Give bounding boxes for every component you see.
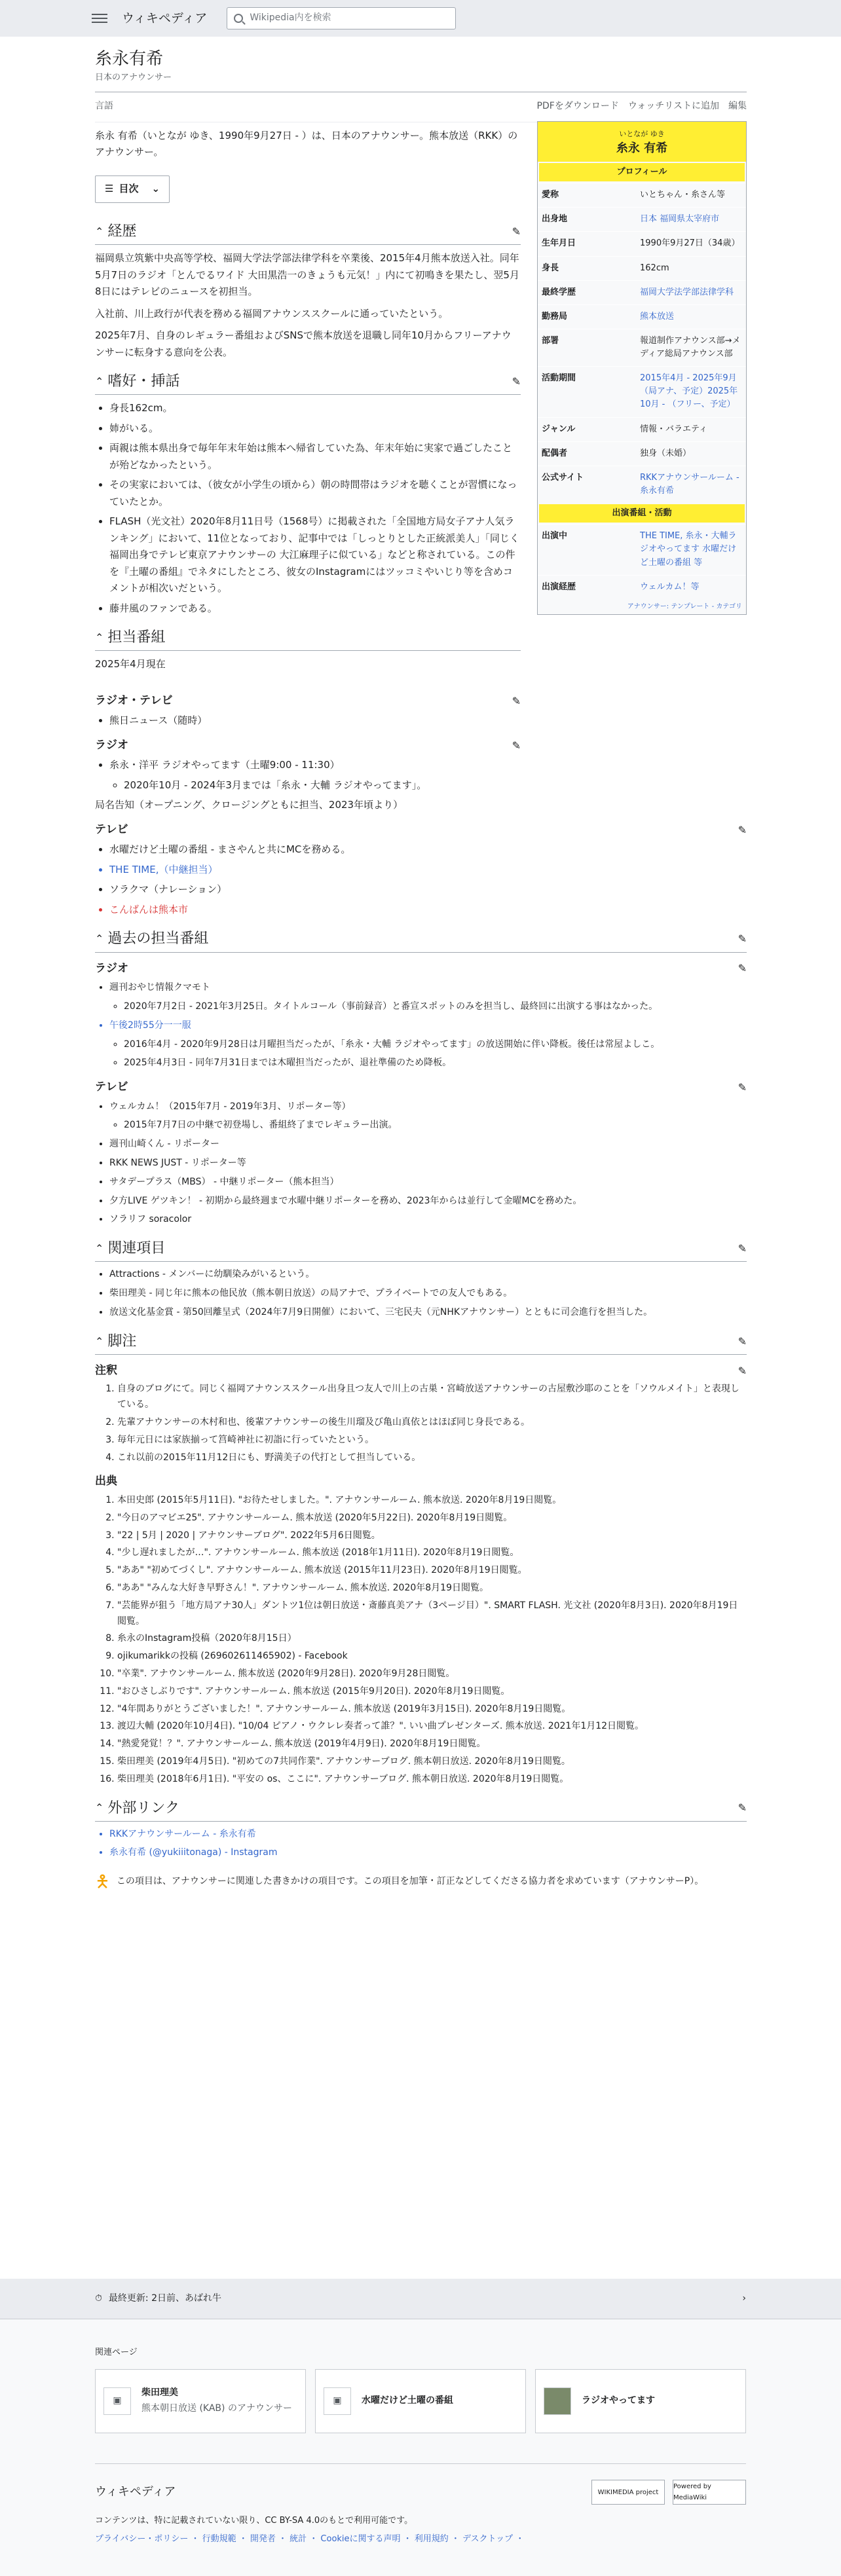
edit-pencil-icon[interactable]: ✎ bbox=[512, 739, 521, 752]
list-item: • 週刊おやじ情報クマモト bbox=[109, 980, 747, 996]
chevron-icon[interactable]: ⌃ bbox=[95, 375, 104, 388]
list-item: • 水曜だけど土曜の番組 - まさやんと共にMCを務める。 bbox=[109, 841, 747, 858]
source-item: 3. "22 | 5月 | 2020 | アナウンサーブログ". 2022年5月6日閲覧。 bbox=[117, 1528, 747, 1544]
source-item: 5. "ああ" "初めてづくし". アナウンサールーム. 熊本放送 (2015年11月23日). 2020年8月19日閲覧。 bbox=[117, 1563, 747, 1579]
section-notes: ⌃ 脚注 ✎ bbox=[95, 1330, 747, 1355]
toc-button[interactable]: ☰ 目次 ⌄ bbox=[95, 175, 170, 203]
wikimedia-badge[interactable]: WIKIMEDIA project bbox=[591, 2480, 665, 2505]
list-item: ◦ 2020年10月 - 2024年3月までは「糸永・大輔 ラジオやってます」。 bbox=[124, 777, 521, 794]
list-item: ◦ 2020年7月2日 - 2021年3月25日。タイトルコール（事前録音）と番宣スポットのみを担当し、最終回に出演する事はなかった。 bbox=[124, 999, 747, 1015]
chevron-icon[interactable]: ⌃ bbox=[95, 1334, 104, 1348]
note-item: 2. 先輩アナウンサーの木村和也、後輩アナウンサーの後生川瑠及び亀山真依とはほぼ同じ身長である。 bbox=[117, 1415, 747, 1431]
related-card[interactable]: ラジオやってます bbox=[535, 2369, 746, 2433]
external-link[interactable]: • 糸永有希 (@yukiiitonaga) - Instagram bbox=[109, 1845, 747, 1861]
note-item: 1. 自身のブログにて。同じく福岡アナウンススクール出身且つ友人で川上の古巣・宮崎放送アナウンサーの古屋敷沙耶のことを「ソウルメイト」と表現している。 bbox=[117, 1382, 747, 1413]
pdf-download-button[interactable]: PDFをダウンロード bbox=[536, 101, 619, 112]
subsection-past-radio: ラジオ ✎ bbox=[95, 961, 747, 978]
language-button[interactable]: 言語 bbox=[95, 101, 113, 112]
related-card[interactable]: ▣ 柴田理美 熊本朝日放送 (KAB) のアナウンサー bbox=[95, 2369, 306, 2433]
list-item: • 夕方LIVE ゲツキン！ - 初期から最終週まで水曜中継リポーターを務め、2023年からは並行して金曜MCを務めた。 bbox=[109, 1194, 747, 1209]
edit-pencil-icon[interactable]: ✎ bbox=[738, 932, 747, 946]
section-hobby: ⌃ 嗜好・挿話 ✎ bbox=[95, 370, 521, 395]
list-item: • 姉がいる。 bbox=[109, 420, 521, 437]
edit-pencil-icon[interactable]: ✎ bbox=[512, 694, 521, 707]
image-icon: ▣ bbox=[103, 2387, 131, 2415]
section-programs: ⌃ 担当番組 bbox=[95, 626, 521, 651]
thumbnail-image bbox=[544, 2387, 571, 2415]
edit-pencil-icon[interactable]: ✎ bbox=[738, 1080, 747, 1094]
subsection-radio-tv: ラジオ・テレビ ✎ bbox=[95, 693, 521, 710]
source-item: 14. "熱愛発覚！？". アナウンサールーム. 熊本放送 (2019年4月9日). 2020年8月19日閲覧。 bbox=[117, 1737, 747, 1752]
subsection-notes: 注釈 ✎ bbox=[95, 1363, 747, 1380]
list-icon: ☰ bbox=[105, 183, 114, 195]
infobox: いとなが ゆき 糸永 有希 プロフィール 愛称 いとちゃん・糸さん等 出身地 日本 福岡県太宰府市 生年月日 1990年9月27日（34歳） 身長 162cm 最終学歴 福岡大学法学部法律学科 勤務局 熊本放送 部署 報道制作アナウンス部→メディア総局アナウンス部 活動期間 2015年4月 - 2025年9月（局アナ、予定）2025年10月 - （フリー、予定） ジャンル 情報・バラエティ 配偶者 独身（未婚） 公式サイト RKKアナウンサールーム - 糸永有希 出演番組・活動 出演中 THE TIME, 糸永・大輔ラジオやってます 水曜だけど土曜の番組 等 出演経歴 ウェルカム！等 アナウンサー: テンプレート - カテゴリ bbox=[537, 121, 747, 615]
chevron-icon[interactable]: ⌃ bbox=[95, 1801, 104, 1814]
source-item: 7. "芸能界が狙う「地方局アナ30人」ダントツ1位は朝日放送・斎藤真美アナ（3ページ目）". SMART FLASH. 光文社 (2020年8月3日). 2020年8月19日閲覧。 bbox=[117, 1598, 747, 1630]
list-item: • ソラクマ（ナレーション） bbox=[109, 881, 747, 898]
source-item: 16. 柴田理美 (2018年6月1日). "平安の os、ここに". アナウンサーブログ. 熊本朝日放送. 2020年8月19日閲覧。 bbox=[117, 1772, 747, 1788]
list-item: • 放送文化基金賞 - 第50回離呈式（2024年7月9日開催）において、三宅民夫（元NHKアナウンサー）とともに司会進行を担当した。 bbox=[109, 1305, 747, 1321]
list-item: • 身長162cm。 bbox=[109, 400, 521, 417]
chevron-icon[interactable]: ⌃ bbox=[95, 1242, 104, 1255]
source-item: 2. "今日のアマビエ25". アナウンサールーム. 熊本放送 (2020年5月22日). 2020年8月19日閲覧。 bbox=[117, 1511, 747, 1526]
list-item: • 両親は熊本県出身で毎年年末年始は熊本へ帰省していた為、年末年始に実家で過ごしたことが殆どなかったという。 bbox=[109, 440, 521, 473]
external-link[interactable]: • RKKアナウンサールーム - 糸永有希 bbox=[109, 1827, 747, 1843]
list-item: • ウェルカム！（2015年7月 - 2019年3月、リポーター等） bbox=[109, 1099, 747, 1115]
list-item: • RKK NEWS JUST - リポーター等 bbox=[109, 1156, 747, 1171]
edit-button[interactable]: 編集 bbox=[728, 101, 747, 112]
related-pages: 関連ページ ▣ 柴田理美 熊本朝日放送 (KAB) のアナウンサー ▣ 水曜だけど土曜の番組 ラジオやってます ウィキペディア WIKIMEDIA project Powered by MediaWiki コンテンツは、特に記載されていない限り、CC BY-SA 4.0のもとで利用可能です。 プライバシー・ポリシー ・ 行動規範 ・ 開発者 ・ 統計 ・ Cookieに関する声明 ・ 利用規約 ・ デスクトップ ・ bbox=[0, 2319, 841, 2576]
list-item: • Attractions - メンバーに幼馴染みがいるという。 bbox=[109, 1267, 747, 1283]
site-logo[interactable]: ウィキペディア bbox=[122, 10, 208, 26]
edit-pencil-icon[interactable]: ✎ bbox=[512, 375, 521, 388]
source-item: 15. 柴田理美 (2019年4月5日). "初めての7共同作業". アナウンサーブログ. 熊本朝日放送. 2020年8月19日閲覧。 bbox=[117, 1754, 747, 1770]
as-of: 2025年4月現在 bbox=[95, 658, 166, 671]
lead-paragraph: 糸永 有希（いとなが ゆき、1990年9月27日 - ）は、日本のアナウンサー。熊本放送（RKK）のアナウンサー。 bbox=[95, 129, 518, 158]
mediawiki-badge[interactable]: Powered by MediaWiki bbox=[673, 2480, 746, 2505]
page-title: 糸永有希 bbox=[95, 49, 164, 69]
edit-pencil-icon[interactable]: ✎ bbox=[738, 1242, 747, 1255]
hobby-list bbox=[109, 400, 521, 617]
list-item[interactable]: • THE TIME,（中継担当） bbox=[109, 862, 747, 879]
related-card[interactable]: ▣ 水曜だけど土曜の番組 bbox=[315, 2369, 526, 2433]
edit-pencil-icon[interactable]: ✎ bbox=[512, 225, 521, 238]
source-item: 8. 糸永のInstagram投稿（2020年8月15日） bbox=[117, 1631, 747, 1647]
list-item[interactable]: • こんばんは熊本市 bbox=[109, 902, 747, 919]
infobox-name: 糸永 有希 bbox=[616, 141, 668, 156]
source-item: 6. "ああ" "みんな大好き早野さん！". アナウンサールーム. 熊本放送. 2020年8月19日閲覧。 bbox=[117, 1581, 747, 1596]
watchlist-button[interactable]: ウォッチリストに追加 bbox=[627, 101, 719, 112]
list-item: • 糸永・洋平 ラジオやってます（土曜9:00 - 11:30） bbox=[109, 757, 521, 774]
list-item: • 藤井風のファンである。 bbox=[109, 600, 521, 617]
section-past: ⌃ 過去の担当番組 ✎ bbox=[95, 927, 747, 952]
list-item: • ソラリフ soracolor bbox=[109, 1212, 747, 1228]
subsection-radio: ラジオ ✎ bbox=[95, 737, 521, 754]
source-item: 10. "卒業". アナウンサールーム. 熊本放送 (2020年9月28日). 2020年9月28日閲覧。 bbox=[117, 1666, 747, 1682]
list-item: • その実家においては、（彼女が小学生の頃から）朝の時間帯はラジオを聴くことが習慣になっていたとか。 bbox=[109, 477, 521, 510]
footer-links[interactable]: プライバシー・ポリシー ・ 行動規範 ・ 開発者 ・ 統計 ・ Cookieに関する声明 ・ 利用規約 ・ デスクトップ ・ bbox=[95, 2534, 525, 2545]
subsection-past-tv: テレビ ✎ bbox=[95, 1079, 747, 1096]
source-item: 4. "少し遅れましたが…". アナウンサールーム. 熊本放送 (2018年1月11日). 2020年8月19日閲覧。 bbox=[117, 1545, 747, 1561]
note-item: 3. 毎年元日には家族揃って筥崎神社に初詣に行っていたという。 bbox=[117, 1433, 747, 1448]
edit-pencil-icon[interactable]: ✎ bbox=[738, 962, 747, 975]
header bbox=[0, 0, 841, 37]
subsection-sources: 出典 bbox=[95, 1475, 117, 1488]
list-item: • 熊日ニュース（随時） bbox=[109, 712, 521, 729]
edit-pencil-icon[interactable]: ✎ bbox=[738, 1334, 747, 1348]
list-item: ◦ 2016年4月 - 2020年9月28日は月曜担当だったが、「糸永・大輔 ラジオやってます」の放送開始に伴い降板。後任は常屋よしこ。 bbox=[124, 1037, 747, 1053]
list-item: • サタデープラス（MBS） - 中継リポーター（熊本担当） bbox=[109, 1175, 747, 1190]
section-related: ⌃ 関連項目 ✎ bbox=[95, 1237, 747, 1262]
search-input[interactable]: Wikipedia内を検索 bbox=[227, 7, 456, 29]
career-p3: 2025年7月、自身のレギュラー番組およびSNSで熊本放送を退職し同年10月からフリーアナウンサーに転身する意向を公表。 bbox=[95, 329, 512, 358]
toolbar bbox=[95, 92, 747, 122]
edit-pencil-icon[interactable]: ✎ bbox=[738, 1801, 747, 1814]
person-icon: 🯅 bbox=[95, 1872, 110, 1892]
page-subtitle: 日本のアナウンサー bbox=[95, 71, 747, 92]
section-career: ⌃ 経歴 ✎ bbox=[95, 220, 521, 245]
menu-icon[interactable] bbox=[92, 14, 107, 23]
section-links: ⌃ 外部リンク ✎ bbox=[95, 1797, 747, 1822]
career-p2: 入社前、川上政行が代表を務める福岡アナウンススクールに通っていたという。 bbox=[95, 307, 449, 320]
chevron-down-icon: ⌄ bbox=[151, 183, 160, 195]
source-item: 12. "4年間ありがとうございました！". アナウンサールーム. 熊本放送 (2019年3月15日). 2020年8月19日閲覧。 bbox=[117, 1702, 747, 1718]
edit-pencil-icon[interactable]: ✎ bbox=[738, 823, 747, 836]
search-icon bbox=[234, 14, 243, 23]
list-item: ◦ 2015年7月7日の中継で初登場し、番組終了までレギュラー出演。 bbox=[124, 1118, 747, 1133]
image-icon: ▣ bbox=[324, 2387, 351, 2415]
list-item: • 柴田理美 - 同じ年に熊本の他民放（熊本朝日放送）の局アナで、プライベートでの友人でもある。 bbox=[109, 1286, 747, 1302]
list-item: • FLASH（光文社）2020年8月11日号（1568号）に掲載された「全国地方局女子アナ人気ランキング」において、11位となっており、記事中では「しっとりとした正統派美人」「同じく福岡出身でテレビ東京アナウンサーの 大江麻理子に似ている」などと称されている。この件を『土曜の番組』でネタにしたところ、彼女のInstagramにはツッコミやいじり等を含めコメントが相次いだという。 bbox=[109, 513, 521, 597]
career-p1: 福岡県立筑紫中央高等学校、福岡大学法学部法律学科を卒業後、2015年4月熊本放送入社。同年5月7日のラジオ「とんでるワイド 大田黒浩一のきょうも元気！」内にて初鳴きを果たし、翌5月8日にはテレビのニュースを初担当。 bbox=[95, 252, 519, 298]
stub-notice: 🯅 この項目は、アナウンサーに関連した書きかけの項目です。この項目を加筆・訂正などしてくださる協力者を求めています（アナウンサーP）。 bbox=[95, 1868, 747, 1896]
list-item: 局名告知（オープニング、クロージングともに担当、2023年頃より） bbox=[95, 799, 403, 811]
edit-pencil-icon[interactable]: ✎ bbox=[738, 1364, 747, 1377]
source-item: 1. 本田史郎 (2015年5月11日). "お待たせしました。". アナウンサールーム. 熊本放送. 2020年8月19日閲覧。 bbox=[117, 1493, 747, 1509]
source-item: 9. ojikumarikkの投稿 (269602611465902) - Facebook bbox=[117, 1649, 747, 1665]
chevron-icon[interactable]: ⌃ bbox=[95, 225, 104, 238]
list-item[interactable]: • 午後2時55分一一服 bbox=[109, 1018, 747, 1034]
subsection-tv: テレビ ✎ bbox=[95, 822, 747, 839]
list-item: ◦ 2025年4月3日 - 同年7月31日までは木曜担当だったが、退社準備のため降板。 bbox=[124, 1056, 747, 1071]
source-item: 13. 渡辺大輔 (2020年10月4日). "10/04 ピアノ・ウクレレ奏者って誰？". いい曲プレゼンターズ. 熊本放送. 2021年1月12日閲覧。 bbox=[117, 1719, 747, 1735]
last-updated-bar[interactable]: ⏱ 最終更新: 2日前、あばれ牛 › bbox=[0, 2279, 841, 2319]
chevron-icon[interactable]: ⌃ bbox=[95, 631, 104, 644]
chevron-icon[interactable]: ⌃ bbox=[95, 932, 104, 946]
note-item: 4. これ以前の2015年11月12日にも、野満美子の代打として担当している。 bbox=[117, 1450, 747, 1466]
chevron-right-icon: › bbox=[742, 2292, 746, 2304]
source-item: 11. "おひさしぶりです". アナウンサールーム. 熊本放送 (2015年9月20日). 2020年8月19日閲覧。 bbox=[117, 1684, 747, 1700]
clock-icon: ⏱ bbox=[95, 2292, 102, 2304]
list-item: • 週刊山崎くん - リポーター bbox=[109, 1137, 747, 1152]
